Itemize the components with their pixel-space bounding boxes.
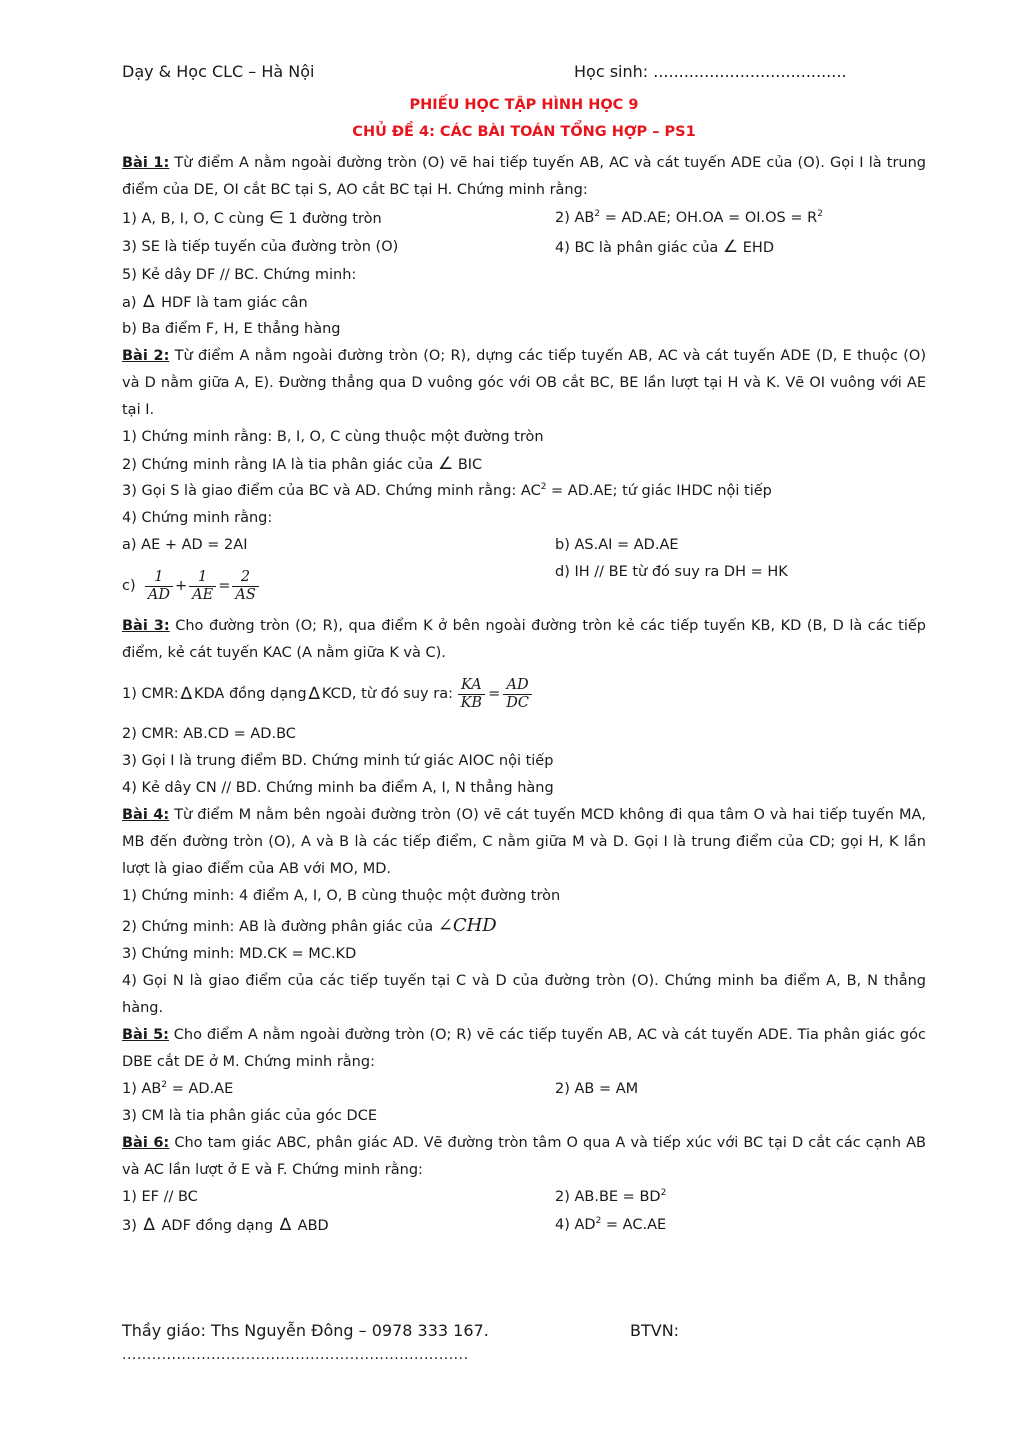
- fraction: $\frac{KA}{KB}$: [458, 677, 486, 711]
- angle-icon: ∠: [437, 454, 454, 474]
- b2-q4c: c) $\frac{1}{AD}$ + $\frac{1}{AE}$ = $\frac{2}{AS}$: [122, 559, 555, 613]
- b6-row2: 3) ∆ ADF đồng dạng ∆ ABD 4) $AD^2 = AC.AE$: [122, 1215, 667, 1235]
- student-name-field: Học sinh: ......................................: [574, 62, 847, 81]
- b2-q4d: d) IH // BE từ đó suy ra DH = HK: [555, 564, 788, 580]
- triangle-icon: ∆: [279, 1215, 292, 1235]
- b2-row-cd: [122, 559, 926, 613]
- element-of-icon: ∈: [268, 208, 284, 228]
- topic-title: CHỦ ĐỀ 4: CÁC BÀI TOÁN TỔNG HỢP – PS1: [352, 124, 696, 140]
- angle-icon: ∠: [437, 915, 453, 936]
- b2-q4: 4) Chứng minh rằng:: [122, 510, 273, 526]
- b2-q3: 3) Gọi S là giao điểm của BC và AD. Chứng minh rằng: $AC^2 = AD.AE$; tứ giác IHDC nội tiếp: [122, 482, 772, 499]
- teacher-info: Thầy giáo: Ths Nguyễn Đông – 0978 333 167.: [122, 1321, 489, 1340]
- b5-intro: Bài 5: Cho điểm A nằm ngoài đường tròn (O; R) vẽ các tiếp tuyến AB, AC và cát tuyến ADE. Tia phân giác góc DBE cắt DE ở M. Chứng minh rằng:: [122, 1027, 926, 1070]
- b6-row1: 1) EF // BC 2) $AB.BE = BD^2$: [122, 1188, 667, 1205]
- b4-q2: 2) Chứng minh: AB là đường phân giác của ∠CHD: [122, 915, 497, 936]
- b2-intro: Bài 2: Từ điểm A nằm ngoài đường tròn (O; R), dựng các tiếp tuyến AB, AC và cát tuyến ADE (D, E thuộc (O) và D nằm giữa A, E). Đường thẳng qua D vuông góc với OB cắt BC, BE lần lượt tại H và K. Vẽ OI vuông với AE tại I.: [122, 348, 926, 418]
- b5-label: Bài 5:: [122, 1027, 169, 1043]
- b2-label: Bài 2:: [122, 348, 170, 364]
- b3-q4: 4) Kẻ dây CN // BD. Chứng minh ba điểm A, I, N thẳng hàng: [122, 780, 554, 796]
- triangle-icon: ∆: [143, 1215, 155, 1235]
- triangle-icon: ∆: [180, 684, 193, 704]
- triangle-icon: ∆: [143, 292, 155, 312]
- b4-q1: 1) Chứng minh: 4 điểm A, I, O, B cùng thuộc một đường tròn: [122, 888, 561, 904]
- b2-q1: 1) Chứng minh rằng: B, I, O, C cùng thuộc một đường tròn: [122, 429, 544, 445]
- b4-intro: Bài 4: Từ điểm M nằm bên ngoài đường tròn (O) vẽ cát tuyến MCD không đi qua tâm O và hai tiếp tuyến MA, MB đến đường tròn (O), A và B là các tiếp điểm, C nằm giữa M và D. Gọi I là trung điểm của CD; gọi H, K lần lượt là giao điểm của AB với MO, MD.: [122, 807, 927, 877]
- b1-label: Bài 1:: [122, 155, 170, 171]
- b2-row-ab: a) AE + AD = 2AI b) AS.AI = AD.AE: [122, 537, 679, 553]
- b4-q4: 4) Gọi N là giao điểm của các tiếp tuyến tại C và D của đường tròn (O). Chứng minh ba điểm A, B, N thẳng hàng.: [122, 973, 926, 1016]
- fraction: $\frac{AD}{DC}$: [503, 677, 532, 711]
- b3-q3: 3) Gọi I là trung điểm BD. Chứng minh tứ giác AIOC nội tiếp: [122, 753, 554, 769]
- b6-label: Bài 6:: [122, 1135, 170, 1151]
- b1-q5a: a) ∆ HDF là tam giác cân: [122, 292, 308, 312]
- b2-q2: 2) Chứng minh rằng IA là tia phân giác của ∠ BIC: [122, 454, 483, 474]
- b1-q5: 5) Kẻ dây DF // BC. Chứng minh:: [122, 267, 357, 283]
- homework-label: BTVN:: [630, 1321, 680, 1340]
- b3-label: Bài 3:: [122, 618, 170, 634]
- fraction: $\frac{2}{AS}$: [232, 569, 258, 603]
- b3-q2: 2) CMR: AB.CD = AD.BC: [122, 726, 296, 742]
- fraction: $\frac{1}{AD}$: [145, 569, 173, 603]
- triangle-icon: ∆: [308, 684, 320, 704]
- b1-q5b: b) Ba điểm F, H, E thẳng hàng: [122, 321, 341, 337]
- b1-row1: 1) A, B, I, O, C cùng ∈ 1 đường tròn 2) $AB^2 = AD.AE$; $OH.OA = OI.OS = R^2$: [122, 208, 823, 228]
- b4-label: Bài 4:: [122, 807, 170, 823]
- fraction: $\frac{1}{AE}$: [189, 569, 216, 603]
- b6-intro: Bài 6: Cho tam giác ABC, phân giác AD. Vẽ đường tròn tâm O qua A và tiếp xúc với BC tại D cắt các cạnh AB và AC lần lượt ở E và F. Chứng minh rằng:: [122, 1135, 926, 1178]
- b4-q3: 3) Chứng minh: MD.CK = MC.KD: [122, 946, 357, 962]
- homework-dots: ......................................................................: [122, 1347, 469, 1363]
- b3-q1: 1) CMR: ∆ KDA đồng dạng ∆ KCD, từ đó suy ra: $\frac{KA}{KB}$ = $\frac{AD}{DC}$: [122, 667, 926, 721]
- b5-q3: 3) CM là tia phân giác của góc DCE: [122, 1108, 378, 1124]
- b3-intro: Bài 3: Cho đường tròn (O; R), qua điểm K ở bên ngoài đường tròn kẻ các tiếp tuyến KB, KD (B, D là các tiếp điểm, kẻ cát tuyến KAC (A nằm giữa K và C).: [122, 618, 926, 661]
- b1-row2: 3) SE là tiếp tuyến của đường tròn (O) 4) BC là phân giác của ∠ EHD: [122, 237, 774, 257]
- angle-icon: ∠: [722, 237, 739, 257]
- b5-row1: 1) $AB^2 = AD.AE$ 2) AB = AM: [122, 1080, 639, 1097]
- b1-intro: Bài 1: Từ điểm A nằm ngoài đường tròn (O) vẽ hai tiếp tuyến AB, AC và cát tuyến ADE của (O). Gọi I là trung điểm của DE, OI cắt BC tại S, AO cắt BC tại H. Chứng minh rằng:: [122, 155, 927, 198]
- exercise-content: [122, 150, 926, 1240]
- worksheet-title: PHIẾU HỌC TẬP HÌNH HỌC 9: [409, 97, 639, 113]
- school-name: Dạy & Học CLC – Hà Nội: [122, 62, 315, 81]
